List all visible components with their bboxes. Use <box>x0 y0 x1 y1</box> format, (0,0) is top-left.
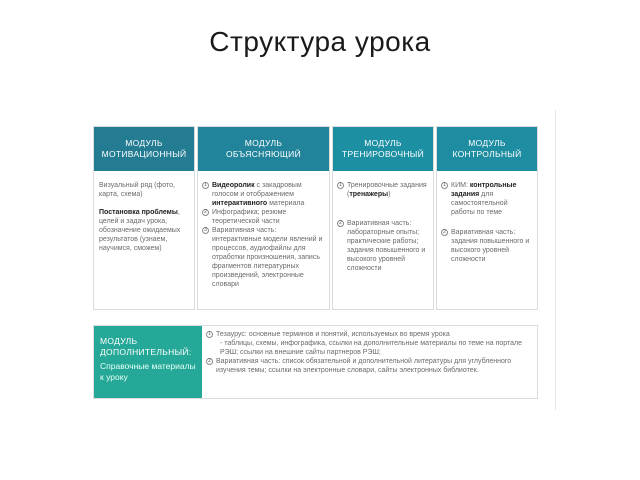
item-text: Вариативная часть: интерактивные модели явлений и процессов, аудиофайлы для отработки произношения, запись фрагментов литературных произведений, электронные словари <box>212 227 323 288</box>
item-text: Вариативная часть: список обязательной и дополнительной литературы для углубленного изучения темы; ссылки на электронные словари, сайты электронных библиотек. <box>216 358 512 374</box>
module-type: МОТИВАЦИОННЫЙ <box>101 149 187 159</box>
item-text <box>451 181 533 217</box>
module-body <box>94 171 194 253</box>
item-number: 1 <box>202 182 209 189</box>
module-label: МОДУЛЬ <box>100 336 138 346</box>
module-body <box>333 171 433 273</box>
item-number: 2 <box>206 358 213 365</box>
module-label: МОДУЛЬ <box>244 138 283 148</box>
module-header <box>94 326 202 398</box>
text-fragment: , целей и задач урока, обозначение ожидаемых результатов (узнаем, научимся, сможем) <box>99 209 181 252</box>
item-number: 2 <box>202 209 209 216</box>
module-training <box>332 126 434 310</box>
module-explanatory <box>197 126 330 310</box>
item-text: Вариативная часть: задания повышенного и высокого уровней сложности <box>451 229 530 263</box>
module-title <box>100 336 196 358</box>
text-fragment: с закадровым голосом и отображением <box>212 182 302 198</box>
text-fragment: для самостоятельной работы по теме <box>451 191 508 216</box>
text-fragment: материала <box>267 200 305 207</box>
item-text: Вариативная часть: лабораторные опыты; практические работы; задания повышенного и высокого уровней сложности <box>347 220 426 272</box>
module-body <box>198 171 329 289</box>
module-type: ДОПОЛНИТЕЛЬНЫЙ: <box>100 347 192 357</box>
module-subtitle: Справочные материалы к уроку <box>100 361 196 382</box>
module-type: ТРЕНИРОВОЧНЫЙ <box>341 149 425 159</box>
item-text <box>347 181 429 199</box>
module-control <box>436 126 538 310</box>
module-header <box>94 127 194 171</box>
highlight-text: интерактивного <box>212 200 268 207</box>
list-item <box>337 219 429 273</box>
module-type: ОБЪЯСНЯЮЩИЙ <box>226 149 301 159</box>
text-fragment: Тренировочные задания ( <box>347 182 427 198</box>
text-fragment: КИМ: <box>451 182 470 189</box>
module-header <box>437 127 537 171</box>
item-text: Инфографика; резюме теоретической части <box>212 209 287 225</box>
list-item <box>441 228 533 264</box>
divider <box>555 110 556 410</box>
module-type: КОНТРОЛЬНЫЙ <box>452 149 522 159</box>
module-motivational <box>93 126 195 310</box>
module-text: Визуальный ряд (фото, карта, схема) <box>99 182 175 198</box>
list-item <box>202 208 325 226</box>
module-additional <box>93 325 538 399</box>
list-item <box>206 357 534 375</box>
item-number: 1 <box>337 182 344 189</box>
module-header <box>333 127 433 171</box>
list-item <box>441 181 533 217</box>
module-label: МОДУЛЬ <box>364 138 402 148</box>
list-item <box>202 181 325 208</box>
module-text <box>99 208 190 253</box>
item-number: 3 <box>202 227 209 234</box>
highlight-text: Видеоролик <box>212 182 255 189</box>
list-item <box>202 226 325 289</box>
item-number: 2 <box>337 220 344 227</box>
module-header <box>198 127 329 171</box>
item-number: 1 <box>441 182 448 189</box>
module-label: МОДУЛЬ <box>125 138 163 148</box>
highlight-text: тренажеры <box>349 191 389 198</box>
list-item <box>206 330 534 339</box>
list-item <box>337 181 429 199</box>
highlight-text: контрольные задания <box>451 182 517 198</box>
item-number: 2 <box>441 229 448 236</box>
item-text <box>212 181 325 208</box>
item-text: Тезаурус: основные терминов и понятий, используемых во время урока <box>216 331 450 338</box>
module-body <box>206 330 534 375</box>
module-body <box>437 171 537 264</box>
highlight-text: Постановка проблемы <box>99 209 178 216</box>
module-label: МОДУЛЬ <box>468 138 506 148</box>
page-title: Структура урока <box>209 26 431 57</box>
item-number: 1 <box>206 331 213 338</box>
list-subitem: - таблицы, схемы, инфографика, ссылки на дополнительные материалы по теме на портале РЭШ; ссылки на внешние сайты партнеров РЭШ; <box>220 340 523 356</box>
text-fragment: ) <box>388 191 391 198</box>
